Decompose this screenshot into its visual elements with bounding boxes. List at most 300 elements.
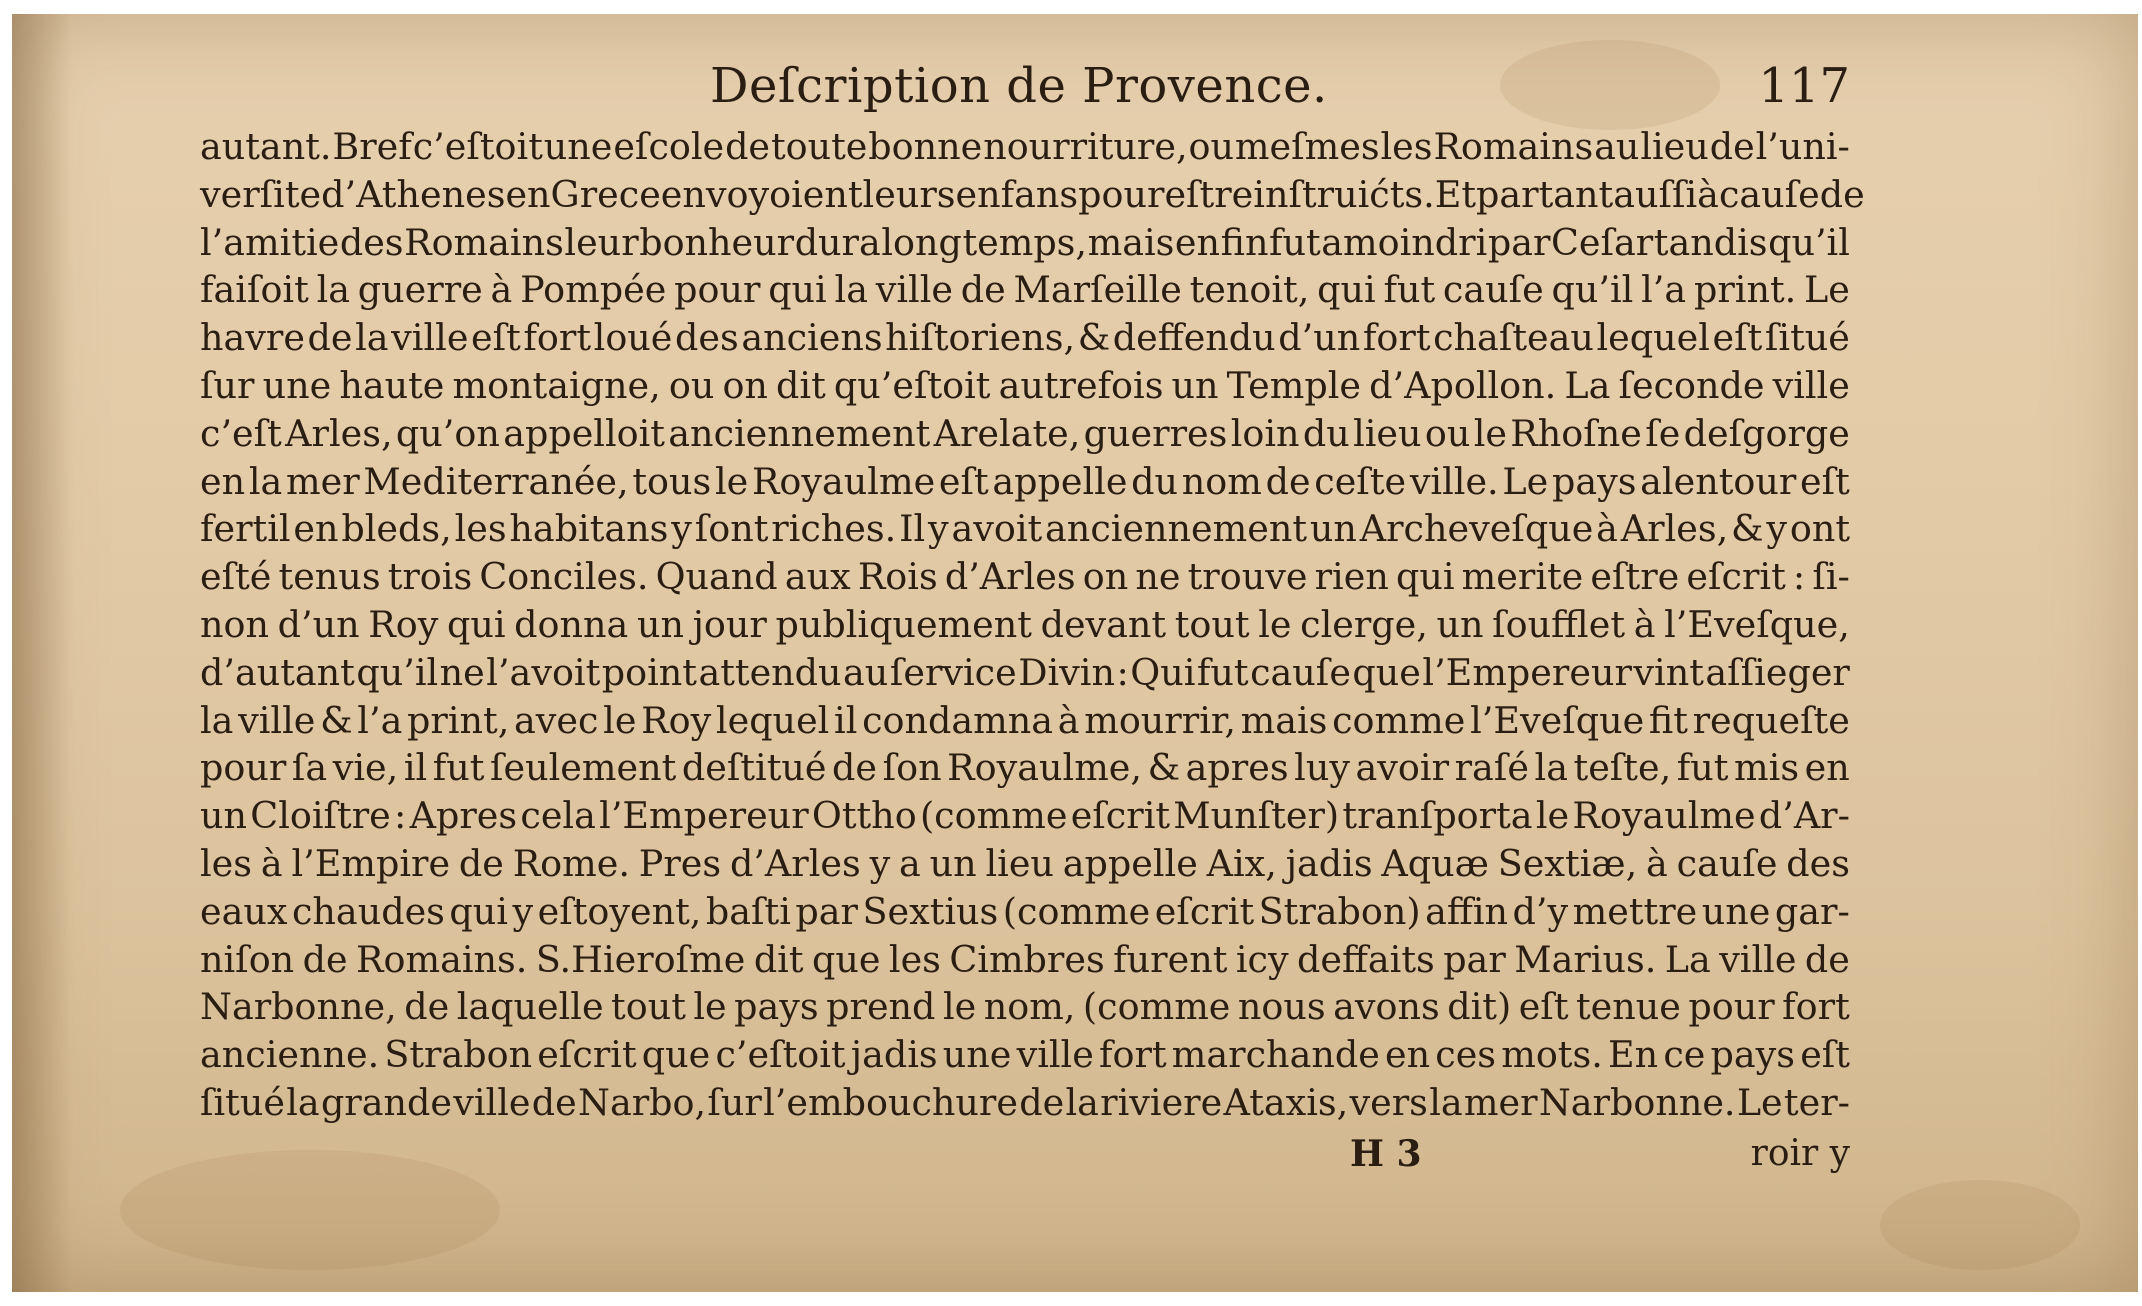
text-word: deffaits [1297,937,1435,981]
text-word: qui [1317,268,1376,312]
text-word: la [1429,1080,1463,1124]
text-word: ville [1719,937,1797,981]
text-word: ville [238,698,316,742]
printed-text-block [200,55,1865,1179]
text-word: Munſter) [1173,794,1340,838]
text-word: Grece [550,172,661,216]
text-word: la [200,698,234,742]
text-word: ſur [707,1080,762,1124]
text-word: anciennement [1045,507,1308,551]
text-word: le [603,698,637,742]
text-word: fut [432,746,485,790]
text-word: une [543,125,613,168]
text-word: eſtre [1590,555,1680,599]
text-word: deſtitué [681,746,827,790]
text-word: on [1082,555,1129,599]
text-word: le [714,459,749,503]
text-word: tout [1174,602,1250,646]
text-word: dit [753,937,804,981]
text-word: qu’il [1768,220,1850,264]
text-word: en [1174,220,1221,264]
text-line [200,123,1850,171]
text-word: donna [514,602,629,646]
text-word: enfans [955,172,1079,216]
text-word: d’Apollon. [1369,363,1557,407]
text-word: fut [1383,268,1436,312]
text-word: deffendu [1112,316,1276,360]
text-word: les [200,841,253,885]
text-line [200,936,1850,984]
text-word: hiſtoriens, [885,316,1076,360]
text-word: Ottho [811,794,917,838]
text-word: nourriture, [983,125,1188,168]
text-word: avec [514,698,599,742]
text-word: lieu [1353,411,1422,455]
text-word: baſti [705,889,791,933]
text-word: mer [285,459,360,503]
text-word: Le [1736,1080,1783,1124]
text-line [200,362,1850,410]
text-word: tous [632,459,712,503]
text-word: ſoufflet [1492,602,1626,646]
text-word: qui [446,602,506,646]
text-word: appelloit [503,411,665,455]
text-word: guerres [1083,411,1228,455]
text-word: Qui [1130,650,1196,694]
text-word: d’un [1278,316,1361,360]
text-word: à [260,841,283,885]
text-word: prend [826,985,936,1029]
text-word: ancienne. [200,1033,380,1077]
text-line [200,649,1850,697]
text-word: dit [776,363,826,407]
text-word: de [302,937,348,981]
text-word: trouve [1187,555,1308,599]
text-word: Strabon [384,1033,533,1077]
text-line [200,983,1850,1031]
text-word: bonheur [639,220,795,264]
text-word: toute [770,125,868,168]
text-word: ville [1772,363,1850,407]
text-line [200,840,1850,888]
text-word: Royaulme [751,459,936,503]
text-word: fut [1676,746,1729,790]
text-word: la [248,459,283,503]
text-word: eſcole [613,125,725,168]
text-word: furent [1113,937,1228,981]
text-word: bonne [868,125,983,168]
text-word: Mediterranée, [363,459,629,503]
page-number: 117 [1758,58,1850,114]
text-word: ceſte [1314,459,1407,503]
text-word: Rome. [512,841,630,885]
text-word: Strabon) [1258,889,1421,933]
text-line [200,505,1850,553]
text-word: lieu [1640,125,1709,168]
text-word: de [832,746,878,790]
text-line [200,410,1850,458]
text-word: qui [1395,555,1455,599]
text-word: à [1596,507,1618,551]
text-line [200,266,1850,314]
text-word: lequel [715,698,830,742]
text-word: que [1352,650,1421,694]
text-word: c’eſtoit [715,1033,846,1077]
text-word: nous [1237,985,1326,1029]
text-word: ville [1016,1033,1094,1077]
text-word: de [531,1080,577,1124]
text-word: des [675,316,739,360]
text-word: Royaulme, [947,746,1143,790]
text-word: de [1804,937,1850,981]
text-word: ſe [1645,411,1681,455]
text-word: temps, [962,220,1088,264]
text-word: Arelate, [933,411,1081,455]
text-word: teſte, [1573,746,1672,790]
text-word: d’Arles [944,555,1076,599]
text-word: affin [1425,889,1509,933]
text-word: bleds, [341,507,452,551]
signature-mark: H 3 [1350,1132,1422,1175]
text-word: publiquement [775,602,1032,646]
text-word: à [1057,698,1080,742]
text-word: y [512,889,534,933]
text-word: Rhoſne [1510,411,1642,455]
text-word: de [960,268,1006,312]
text-word: d’y [1512,889,1569,933]
text-word: une [1701,889,1771,933]
text-word: de [1265,459,1311,503]
text-word: fin [1220,220,1269,264]
text-word: condamna [862,698,1054,742]
text-word: laquelle [456,985,604,1029]
text-word: Le [1804,268,1850,312]
text-word: un [929,841,977,885]
text-word: ſeulement [490,746,677,790]
text-word: par [1487,220,1551,264]
text-word: d’un [277,602,360,646]
text-word: Cimbres [949,937,1105,981]
text-word: Arles, [1620,507,1729,551]
text-word: & [1731,507,1764,551]
text-word: fort [1782,985,1850,1029]
text-word: Sextius [862,889,999,933]
text-line [200,744,1850,792]
text-line [200,697,1850,745]
text-word: ſon [882,746,942,790]
text-word: y [1766,507,1787,551]
text-word: ſur [200,363,255,407]
text-word: tandis [1653,220,1768,264]
text-word: cela [520,794,596,838]
text-word: Conciles. [479,555,649,599]
text-word: d’Arles [729,841,861,885]
text-word: La [1664,937,1711,981]
text-word: Romains [404,220,564,264]
text-word: mis [1734,746,1800,790]
text-word: montaigne, [452,363,661,407]
text-word: Arles, [285,411,393,455]
text-word: Divin [1018,650,1115,694]
text-word: eſt [1712,316,1763,360]
text-word: raſé [1454,746,1529,790]
text-word: & [1077,316,1111,360]
text-word: ou [1188,125,1234,168]
text-word: on [722,363,768,407]
text-word: appelle [1062,841,1198,885]
text-word: au [1594,125,1640,168]
text-word: faiſoit [200,268,309,312]
text-word: mots. [1501,1033,1603,1077]
text-word: S.Hieroſme [535,937,746,981]
text-word: Quand [655,555,778,599]
text-word: il [403,746,428,790]
paper-stain [1880,1180,2080,1270]
text-word: mer [1463,1080,1538,1124]
text-word: Sextiæ, [1497,841,1638,885]
text-word: ſont [694,507,769,551]
text-word: vie, [332,746,399,790]
text-word: (comme [919,794,1068,838]
text-word: aſſieger [1705,650,1850,694]
text-word: ſitué [200,1080,285,1124]
text-word: à [490,268,513,312]
text-word: Pres [638,841,722,885]
text-word: pour [1688,985,1775,1029]
text-word: long [881,220,962,264]
text-word: tout [611,985,686,1029]
text-word: avoit [951,507,1043,551]
text-word: ce [1663,1033,1706,1077]
text-word: eſt [1800,459,1850,503]
text-word: gar- [1774,889,1850,933]
text-word: ne [439,650,485,694]
text-word: du [1302,411,1350,455]
text-word: mettre [1572,889,1698,933]
text-word: nom [1181,459,1262,503]
text-word: ter- [1783,1080,1850,1124]
text-word: Roy [368,602,439,646]
text-word: marchande [1171,1033,1380,1077]
text-word: havre [200,316,305,360]
text-word: cauſe [1718,172,1820,216]
text-word: la [834,268,868,312]
text-word: : [394,794,407,838]
text-word: eſtoyent, [537,889,702,933]
text-word: les [454,507,507,551]
text-word: fort [1099,1033,1167,1077]
text-word: la [316,268,350,312]
text-word: qu’eſtoit [833,363,991,407]
text-word: niſon [200,937,295,981]
text-word: pour [200,746,287,790]
text-word: eſt [938,459,989,503]
text-word: de [1019,1080,1065,1124]
text-word: requeſte [1692,698,1850,742]
text-word: c’eſtoit [412,125,543,168]
text-word: Narbo, [578,1080,707,1124]
text-word: dit) [1447,985,1512,1029]
text-word: le [1473,411,1507,455]
text-word: amoindri [1321,220,1488,264]
text-word: Royaulme [1572,794,1756,838]
text-word: point [601,650,697,694]
text-word: trois [387,555,473,599]
text-word: le [693,985,727,1029]
text-word: l’a [357,698,403,742]
text-word: Archeveſque [1359,507,1594,551]
text-word: eſt [471,316,521,360]
text-word: print, [407,698,510,742]
text-word: tranſporta [1342,794,1533,838]
text-word: : [1116,650,1129,694]
text-word: Cloiſtre [250,794,391,838]
text-word: fort [523,316,592,360]
text-word: en [1384,1033,1431,1077]
text-word: Romains [1433,125,1594,168]
text-word: anciens [741,316,883,360]
text-word: des [339,220,404,264]
text-word: une [942,1033,1012,1077]
text-word: tenoit, [1189,268,1310,312]
text-word: l’Empereur [599,794,809,838]
text-word: à [1697,172,1719,216]
text-word: en [293,507,339,551]
text-word: ne [1135,555,1181,599]
text-word: deſgorge [1683,411,1850,455]
text-word: ou [1424,411,1471,455]
text-word: Aquæ [1381,841,1489,885]
text-word: un [1436,602,1484,646]
text-word: dura [794,220,881,264]
text-word: au [843,650,889,694]
text-word: & [320,698,353,742]
text-word: en [200,459,246,503]
text-word: les [888,937,941,981]
text-word: y [869,841,891,885]
catchword: roir y [1750,1132,1850,1174]
text-word: de [1709,125,1755,168]
text-word: leur [564,220,639,264]
text-word: qu’il [356,650,439,694]
text-word: clerge, [1300,602,1428,646]
text-word: par [1443,937,1506,981]
text-word: un [200,794,248,838]
text-word: luy [1294,746,1350,790]
text-word: riviere [1100,1080,1223,1124]
text-word: eſté [200,555,272,599]
text-word: eſt [1518,985,1569,1029]
text-word: Romains. [356,937,528,981]
text-word: en [1804,746,1850,790]
text-word: ville [875,268,953,312]
text-word: la [355,316,389,360]
text-word: d’autant [200,650,355,694]
text-word: apres [1185,746,1289,790]
text-word: ſi- [1812,555,1850,599]
text-word: leurs [862,172,956,216]
text-word: jadis [1285,841,1373,885]
text-line [200,171,1865,219]
text-word: fut [1269,220,1321,264]
text-word: Pompée [520,268,667,312]
text-word: il [834,698,858,742]
text-word: l’Empire [291,841,451,885]
text-word: devant [1040,602,1167,646]
text-word: Et [1434,172,1477,216]
text-word: d’Athenes [321,172,506,216]
text-line [200,792,1850,840]
text-word: aux [784,555,851,599]
text-word: loin [1230,411,1300,455]
text-word: eaux [200,889,288,933]
text-word: tenue [1575,985,1681,1029]
text-word: Marſeille [1013,268,1182,312]
text-word: comme [1332,698,1466,742]
text-word: qu’on [395,411,500,455]
text-word: avoir [1355,746,1450,790]
text-word: : [1792,555,1806,599]
text-word: mourrir, [1084,698,1236,742]
text-word: une [262,363,332,407]
text-word: envoyoient [660,172,863,216]
text-word: non [200,602,269,646]
text-word: anciennement [668,411,931,455]
text-word: ſeconde [1618,363,1765,407]
text-word: l’amitie [200,220,340,264]
text-word: à [1633,602,1656,646]
text-word: appelle [992,459,1128,503]
text-word: fut [1196,650,1249,694]
text-word: merite [1461,555,1584,599]
text-word: autant. [200,125,332,168]
text-word: la [1065,1080,1099,1124]
text-word: un [636,602,684,646]
text-word: l’embouchure [763,1080,1018,1124]
text-word: le [942,985,977,1029]
text-word: Rois [857,555,938,599]
text-word: La [1564,363,1611,407]
text-word: mais [1240,698,1328,742]
text-word: meſmes [1234,125,1380,168]
text-word: pour [674,268,761,312]
text-line [200,1031,1850,1079]
text-word: Ceſar [1550,220,1654,264]
text-word: par [795,889,858,933]
text-word: jadis [850,1033,938,1077]
text-word: la [286,1080,320,1124]
text-word: pays [1551,459,1637,503]
text-word: ville. [1409,459,1499,503]
text-word: l’uni- [1755,125,1850,168]
text-word: ville [453,1080,531,1124]
text-word: qui [449,889,508,933]
text-word: cauſe [1676,841,1778,885]
text-word: habitans [509,507,669,551]
text-word: inſtruićts. [1253,172,1435,216]
text-word: alentour [1640,459,1797,503]
text-word: eſcrit [1154,889,1255,933]
text-word: Bref [332,125,412,168]
text-word: l’a [1641,268,1687,312]
text-word: partant [1476,172,1614,216]
text-word: en [505,172,551,216]
text-line [200,888,1850,936]
text-word: loué [593,316,673,360]
text-word: pays [734,985,819,1029]
text-word: l’Empereur [1422,650,1632,694]
text-word: pour [1078,172,1165,216]
